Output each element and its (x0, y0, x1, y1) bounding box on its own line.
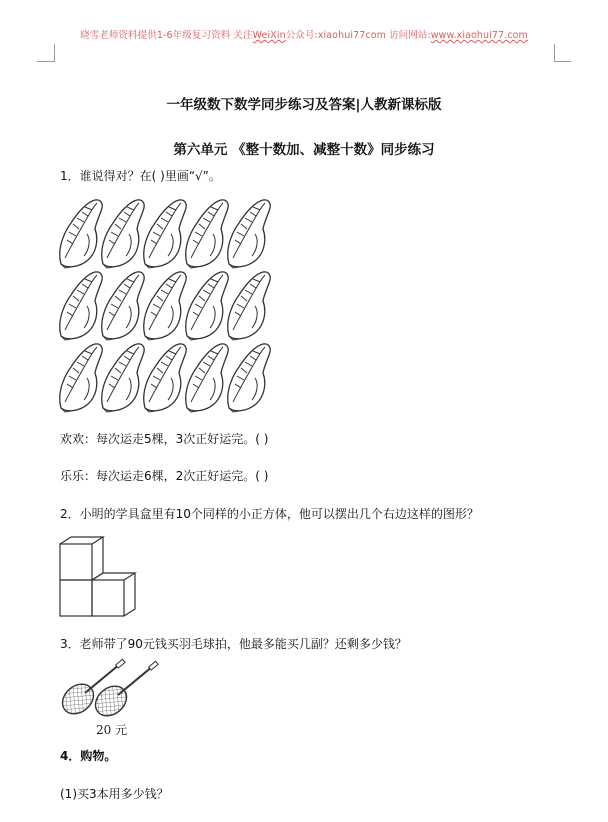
header-site-link[interactable]: www.xiaohui77.com (430, 30, 528, 41)
cabbage-icon (102, 272, 144, 340)
header-text-1: 晓雪老师资料提供1-6年级复习资料 关注 (80, 30, 253, 41)
cabbage-icon (144, 344, 186, 412)
cabbage-icon (186, 200, 228, 268)
cabbage-icon (102, 344, 144, 412)
header-text-2: 公众号:xiaohui77com 访问网站: (285, 30, 431, 41)
cabbage-icon (144, 272, 186, 340)
question-2-prompt: 2．小明的学具盒里有10个同样的小正方体，他可以摆出几个右边这样的图形？ (60, 507, 479, 521)
question-4-1-prompt: (1)买3本用多少钱？ (60, 787, 169, 801)
cube-figure (56, 535, 146, 625)
badminton-rackets-picture (58, 660, 168, 740)
cabbage-icon (60, 344, 102, 412)
cabbage-icon (60, 272, 102, 340)
cabbage-icon (228, 344, 270, 412)
cabbage-icon (228, 200, 270, 268)
cabbage-icon (186, 272, 228, 340)
cabbage-icon (144, 200, 186, 268)
question-1-answer-lele: 乐乐：每次运走6棵，2次正好运完。( ) (60, 469, 269, 483)
racket-price-label: 20 元 (96, 723, 128, 737)
corner-mark-top-left-h (37, 61, 54, 62)
header-weixin: WeiXin (252, 30, 286, 41)
corner-mark-top-right-v (554, 44, 555, 62)
cabbage-icon (60, 200, 102, 268)
corner-mark-top-left-v (54, 44, 55, 62)
question-1-answer-huanhuan: 欢欢：每次运走5棵，3次正好运完。( ) (60, 432, 269, 446)
cabbage-icon (228, 272, 270, 340)
document-title: 一年级数下数学同步练习及答案|人教新课标版 (166, 97, 442, 113)
unit-title: 第六单元 《整十数加、减整十数》同步练习 (173, 142, 435, 158)
resource-header (0, 27, 608, 41)
question-4-prompt: 4．购物。 (60, 749, 117, 763)
corner-mark-top-right-h (554, 61, 571, 62)
cabbage-picture (55, 196, 275, 416)
racket-2-icon (90, 661, 158, 722)
question-3-prompt: 3．老师带了90元钱买羽毛球拍，他最多能买几副？还剩多少钱？ (60, 637, 407, 651)
cabbage-icon (102, 200, 144, 268)
question-1-prompt: 1．谁说得对？在( )里画“√”。 (60, 169, 221, 183)
cabbage-icon (186, 344, 228, 412)
